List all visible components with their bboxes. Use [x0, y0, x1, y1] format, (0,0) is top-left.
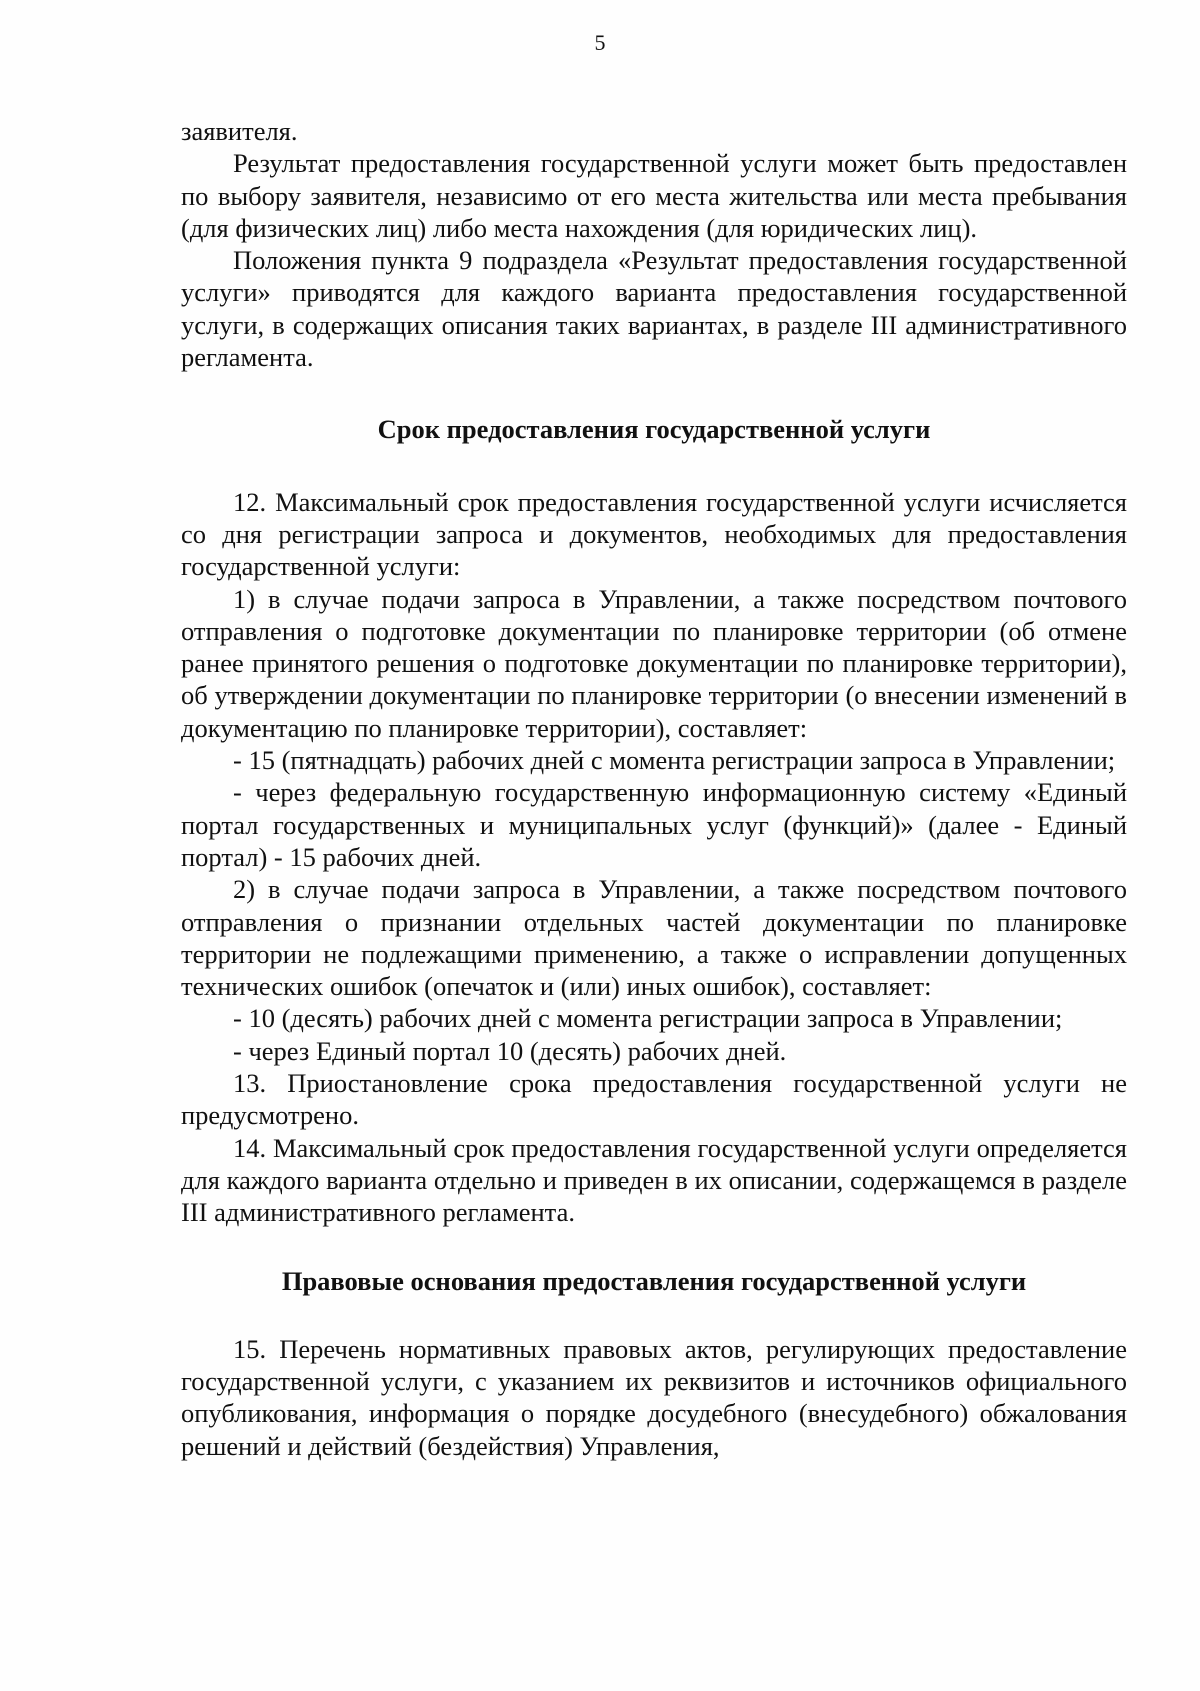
paragraph: 15. Перечень нормативных правовых актов, регулирующих предоставление государственной услуги, с указанием их реквизитов и источников официального опубликования, информация о порядке досудебного (внесудебного) обжалования решений и действий (бездействия) Управления,	[181, 1333, 1127, 1461]
section-heading-term: Срок предоставления государственной услуги	[377, 414, 931, 445]
document-body	[181, 115, 1127, 1462]
paragraph: Положения пункта 9 подраздела «Результат предоставления государственной услуги» приводятся для каждого варианта предоставления государственной услуги, в содержащих описания таких вариантах, в разделе III административного регламента.	[181, 245, 1127, 373]
paragraph: заявителя.	[181, 116, 298, 146]
paragraph: 2) в случае подачи запроса в Управлении, а также посредством почтового отправления о признании отдельных частей документации по планировке территории не подлежащими применению, а также о исправлении допущенных технических ошибок (опечаток и (или) иных ошибок), составляет:	[181, 874, 1127, 1002]
section-heading-legal-basis: Правовые основания предоставления государственной услуги	[281, 1265, 1027, 1296]
paragraph: 14. Максимальный срок предоставления государственной услуги определяется для каждого варианта отдельно и приведен в их описании, содержащемся в разделе III административного регламента.	[181, 1132, 1127, 1228]
paragraph: Результат предоставления государственной услуги может быть предоставлен по выбору заявителя, независимо от его места жительства или места пребывания (для физических лиц) либо места нахождения (для юридических лиц).	[181, 148, 1127, 243]
paragraph: - 10 (десять) рабочих дней с момента регистрации запроса в Управлении;	[233, 1003, 1063, 1034]
paragraph: - через федеральную государственную информационную систему «Единый портал государственных и муниципальных услуг (функций)» (далее - Единый портал) - 15 рабочих дней.	[181, 777, 1127, 872]
paragraph: 1) в случае подачи запроса в Управлении, а также посредством почтового отправления о подготовке документации по планировке территории (об отмене ранее принятого решения о подготовке документации по планировке территории), об утверждении документации по планировке территории (о внесении изменений в документацию по планировке территории), составляет:	[181, 583, 1127, 743]
paragraph: - 15 (пятнадцать) рабочих дней с момента регистрации запроса в Управлении;	[233, 745, 1116, 776]
paragraph: 13. Приостановление срока предоставления государственной услуги не предусмотрено.	[181, 1068, 1127, 1131]
page-number: 5	[594, 30, 606, 55]
paragraph: - через Единый портал 10 (десять) рабочих дней.	[233, 1035, 787, 1066]
paragraph: 12. Максимальный срок предоставления государственной услуги исчисляется со дня регистрации запроса и документов, необходимых для предоставления государственной услуги:	[181, 486, 1127, 582]
